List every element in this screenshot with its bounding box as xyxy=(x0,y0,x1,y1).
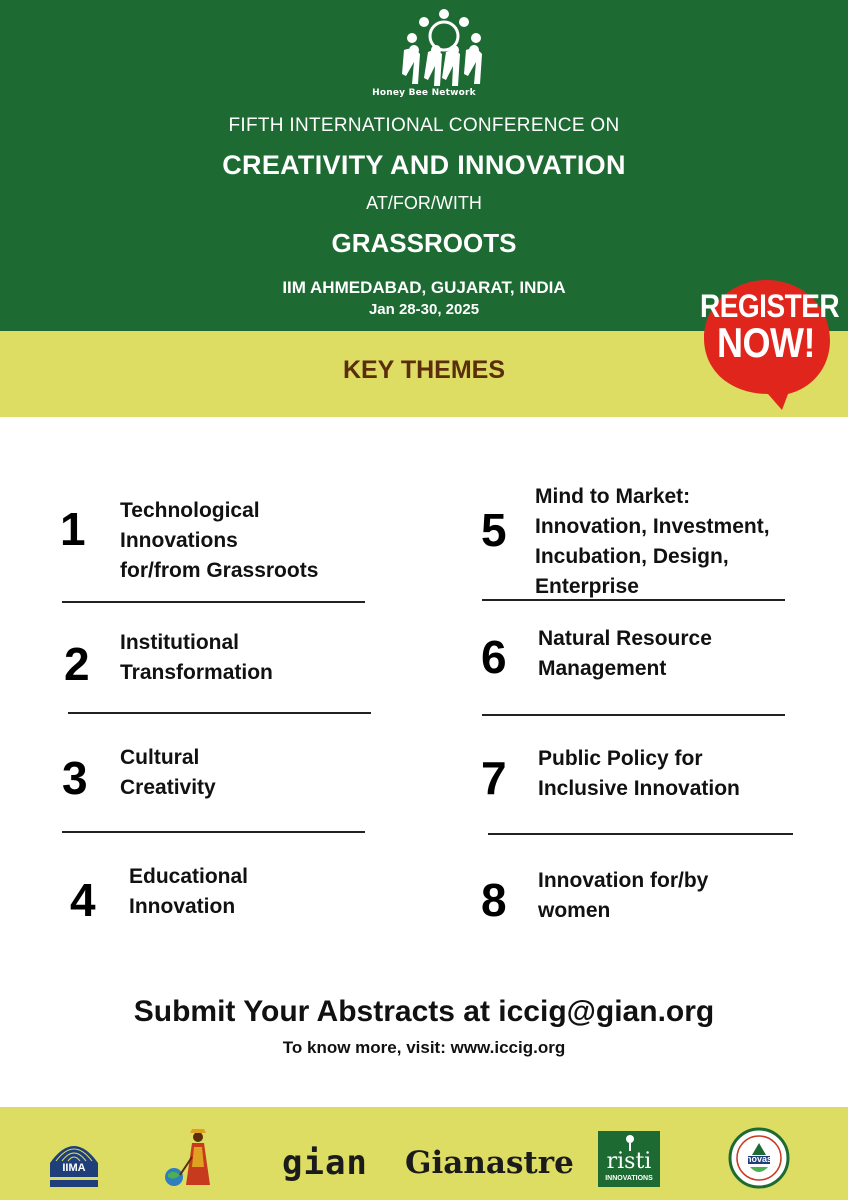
theme-number: 3 xyxy=(62,752,88,804)
theme-number: 4 xyxy=(70,874,96,926)
sristi-logo xyxy=(598,1131,660,1187)
inovasi-label: inovasi xyxy=(743,1154,775,1164)
theme-line: Institutional xyxy=(120,631,239,654)
conference-ordinal: FIFTH INTERNATIONAL CONFERENCE ON xyxy=(228,115,620,136)
gianastre-logo: Gianastre xyxy=(405,1145,574,1181)
register-now-badge[interactable] xyxy=(700,276,840,416)
sristi-sub: INNOVATIONS xyxy=(605,1175,653,1182)
theme-line: Cultural xyxy=(120,746,200,769)
conference-title: CREATIVITY AND INNOVATION xyxy=(222,150,626,180)
theme-number: 8 xyxy=(481,874,507,926)
theme-item-2 xyxy=(120,628,273,688)
theme-number: 6 xyxy=(481,631,507,683)
theme-item-3 xyxy=(120,743,216,803)
divider xyxy=(62,601,365,603)
footer-logos xyxy=(0,1107,848,1200)
theme-line: Creativity xyxy=(120,776,216,799)
grassroots-figure-icon xyxy=(160,1127,222,1191)
conference-dates: Jan 28-30, 2025 xyxy=(368,301,480,318)
theme-line: Natural Resource xyxy=(538,627,712,650)
website-link-text[interactable]: To know more, visit: www.iccig.org xyxy=(282,1038,566,1057)
theme-line: Public Policy for xyxy=(538,747,703,770)
divider xyxy=(62,831,365,833)
conference-connector: AT/FOR/WITH xyxy=(366,193,482,213)
divider xyxy=(488,833,793,835)
inovasi-logo xyxy=(728,1127,790,1189)
theme-item-8 xyxy=(538,866,708,926)
theme-number: 7 xyxy=(481,752,507,804)
theme-line: Innovation xyxy=(129,895,236,918)
theme-line: Educational xyxy=(129,865,249,888)
sristi-label: risti xyxy=(606,1149,652,1174)
register-label: REGISTER xyxy=(700,288,840,324)
theme-line: Mind to Market: xyxy=(535,485,691,508)
register-now-label: NOW! xyxy=(717,319,815,367)
theme-item-6 xyxy=(538,624,712,684)
theme-number: 1 xyxy=(60,503,86,555)
gian-logo: gian xyxy=(282,1143,368,1183)
theme-item-5 xyxy=(535,482,770,602)
theme-line: Transformation xyxy=(120,661,273,684)
theme-item-4 xyxy=(129,862,248,922)
conference-venue: IIM AHMEDABAD, GUJARAT, INDIA xyxy=(282,278,566,297)
theme-line: Management xyxy=(538,657,667,680)
logo-caption: Honey Bee Network xyxy=(372,88,476,98)
theme-line: Innovation, Investment, xyxy=(535,515,770,538)
theme-number: 2 xyxy=(64,638,90,690)
theme-line: women xyxy=(538,899,611,922)
conference-subtitle: GRASSROOTS xyxy=(331,228,517,258)
theme-item-1 xyxy=(120,496,318,586)
theme-line: Enterprise xyxy=(535,575,639,598)
iima-label: IIMA xyxy=(62,1162,86,1174)
divider xyxy=(482,599,785,601)
theme-line: Incubation, Design, xyxy=(535,545,729,568)
theme-line: Technological xyxy=(120,499,260,522)
theme-number: 5 xyxy=(481,504,507,556)
divider xyxy=(482,714,785,716)
theme-line: Inclusive Innovation xyxy=(538,777,740,800)
divider xyxy=(68,712,371,714)
submit-abstracts-text[interactable]: Submit Your Abstracts at iccig@gian.org xyxy=(133,995,715,1028)
theme-line: for/from Grassroots xyxy=(120,559,319,582)
iima-emblem-icon xyxy=(44,1127,104,1191)
theme-item-7 xyxy=(538,744,740,804)
section-title: KEY THEMES xyxy=(342,356,506,384)
theme-line: Innovation for/by xyxy=(538,869,709,892)
honey-bee-network-logo-icon xyxy=(384,6,504,90)
iima-logo xyxy=(44,1127,104,1191)
theme-line: Innovations xyxy=(120,529,238,552)
